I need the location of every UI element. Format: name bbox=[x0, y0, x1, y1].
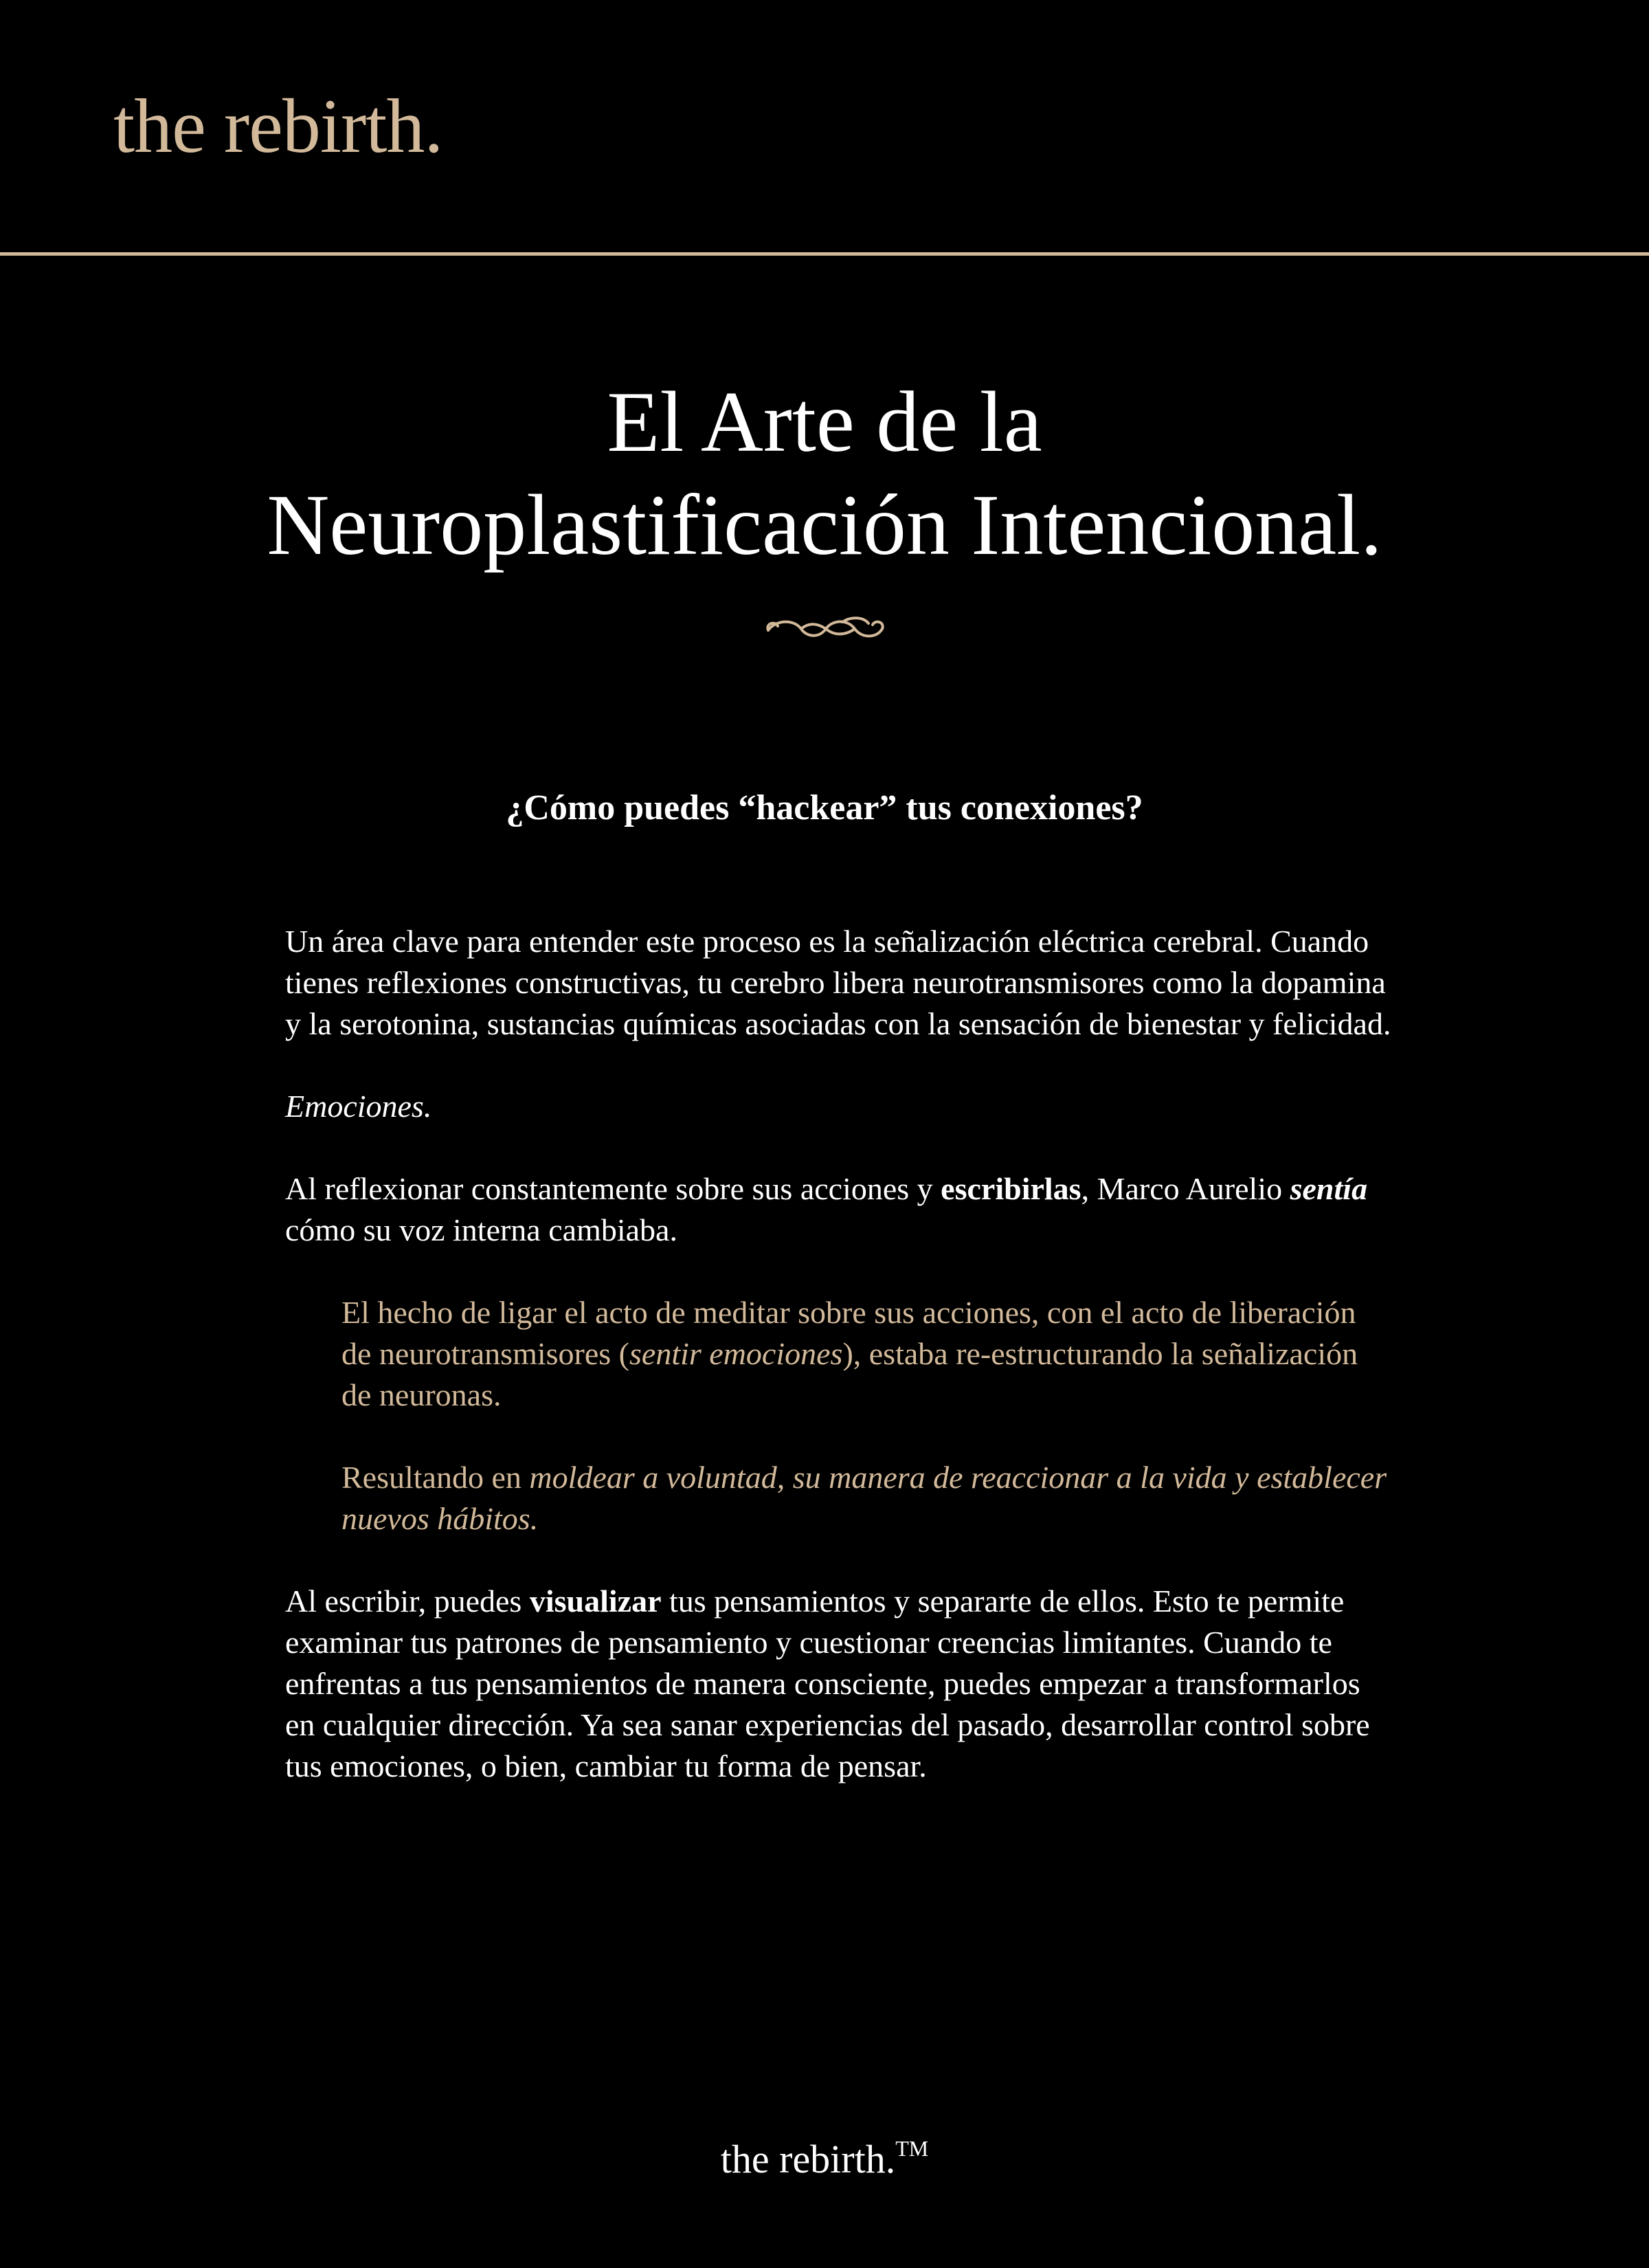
quote-emphasis-sentir-emociones: sentir emociones bbox=[629, 1336, 843, 1371]
highlight-quote bbox=[341, 1292, 1391, 1539]
brand-logo: the rebirth. bbox=[113, 84, 443, 169]
page-title-line-2: Neuroplastificación Intencional. bbox=[267, 478, 1382, 573]
paragraph-marco-aurelio-text-3: cómo su voz interna cambiaba. bbox=[285, 1212, 677, 1247]
paragraph-writing-text-1: Al escribir, puedes bbox=[285, 1583, 530, 1619]
emphasis-escribirlas: escribirlas bbox=[941, 1171, 1081, 1206]
paragraph-marco-aurelio-text-2: , Marco Aurelio bbox=[1081, 1171, 1290, 1206]
paragraph-writing bbox=[285, 1581, 1391, 1787]
quote-paragraph-1-text-2: ), estaba re-estructurando la señalización de neuronas. bbox=[341, 1336, 1358, 1412]
footer-brand bbox=[0, 2137, 1649, 2179]
quote-paragraph-2-text-1: Resultando en bbox=[341, 1460, 530, 1495]
emotions-label-text: Emociones. bbox=[285, 1089, 432, 1124]
quote-paragraph-1-text-1: El hecho de ligar el acto de meditar sobre sus acciones, con el acto de liberación de neurotransmisores ( bbox=[341, 1295, 1356, 1371]
quote-emphasis-moldear: moldear a voluntad, su manera de reaccionar a la vida y establecer nuevos hábitos. bbox=[341, 1460, 1387, 1536]
page-title-line-1: El Arte de la bbox=[607, 375, 1042, 470]
paragraph-marco-aurelio bbox=[285, 1168, 1391, 1251]
quote-paragraph-2 bbox=[341, 1457, 1391, 1539]
footer-brand-name: the rebirth. bbox=[720, 2137, 896, 2181]
emotions-label bbox=[285, 1086, 1391, 1127]
paragraph-writing-text-2: tus pensamientos y separarte de ellos. Esto te permite examinar tus patrones de pensamiento y cuestionar creencias limitantes. Cuando te enfrentas a tus pensamientos de manera consciente, puedes empezar a transformarlos en cualquier dirección. Ya sea sanar experiencias del pasado, desarrollar control sobre tus emociones, o bien, cambiar tu forma de pensar. bbox=[285, 1583, 1370, 1783]
header-divider bbox=[0, 252, 1649, 256]
emphasis-sentia bbox=[1290, 1171, 1367, 1206]
trademark-symbol: TM bbox=[895, 2136, 929, 2161]
article-body bbox=[285, 921, 1391, 1828]
page-title bbox=[137, 371, 1512, 577]
paragraph-marco-aurelio-text-1: Al reflexionar constantemente sobre sus acciones y bbox=[285, 1171, 941, 1206]
paragraph-intro: Un área clave para entender este proceso es la señalización eléctrica cerebral. Cuando tienes reflexiones constructivas, tu cerebro libera neurotransmisores como la dopamina y la serotonina, sustancias químicas asociadas con la sensación de bienestar y felicidad. bbox=[285, 924, 1391, 1041]
section-subtitle: ¿Cómo puedes “hackear” tus conexiones? bbox=[506, 788, 1143, 827]
emphasis-visualizar: visualizar bbox=[529, 1583, 662, 1619]
quote-paragraph-1 bbox=[341, 1292, 1391, 1416]
emphasis-sentia-text: sentía bbox=[1290, 1171, 1368, 1206]
ornamental-flourish-icon bbox=[761, 608, 888, 649]
